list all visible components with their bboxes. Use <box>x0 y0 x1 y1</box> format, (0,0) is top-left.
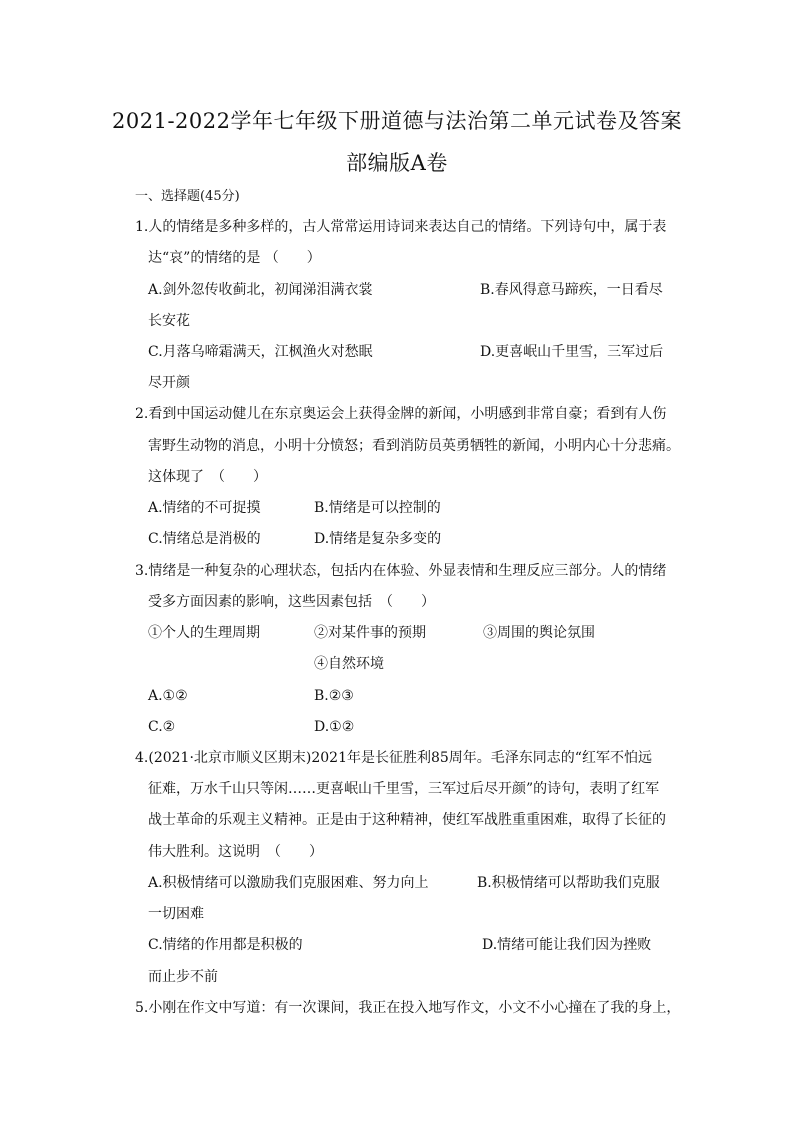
page-title: 2021-2022学年七年级下册道德与法治第二单元试卷及答案 <box>112 109 682 133</box>
option-d: D.情绪可能让我们因为挫败 <box>482 937 652 953</box>
option-c: C.② <box>148 719 176 735</box>
statement-4: ④自然环境 <box>314 656 384 672</box>
option-c: C.月落乌啼霜满天，江枫渔火对愁眠 <box>148 344 373 360</box>
option-b: B.积极情绪可以帮助我们克服 <box>477 875 660 891</box>
option-a: A.剑外忽传收蓟北，初闻涕泪满衣裳 <box>148 282 373 298</box>
option-d-continued: 而止步不前 <box>148 969 218 985</box>
option-b: B.情绪是可以控制的 <box>314 500 441 516</box>
page-subtitle: 部编版A卷 <box>346 151 448 175</box>
question-stem: 受多方面因素的影响，这些因素包括 （ ） <box>148 594 435 610</box>
option-b-continued: 长安花 <box>148 313 190 329</box>
option-a: A.积极情绪可以激励我们克服困难、努力向上 <box>148 875 429 891</box>
question-stem: 1.人的情绪是多种多样的，古人常常运用诗词来表达自己的情绪。下列诗句中，属于表 <box>135 219 667 235</box>
question-stem: 5.小刚在作文中写道：有一次课间，我正在投入地写作文，小文不小心撞在了我的身上， <box>135 1000 681 1016</box>
statement-3: ③周围的舆论氛围 <box>483 625 595 641</box>
option-d: D.①② <box>314 719 355 735</box>
question-stem: 战士革命的乐观主义精神。正是由于这种精神，使红军战胜重重困难，取得了长征的 <box>148 812 666 828</box>
option-a: A.①② <box>148 688 188 704</box>
question-stem: 4.(2021·北京市顺义区期末)2021年是长征胜利85周年。毛泽东同志的“红军不怕远 <box>135 750 652 766</box>
question-stem: 这体现了 （ ） <box>148 469 267 485</box>
question-stem: 2.看到中国运动健儿在东京奥运会上获得金牌的新闻，小明感到非常自豪；看到有人伤 <box>135 406 667 422</box>
option-b: B.春风得意马蹄疾，一日看尽 <box>480 282 663 298</box>
question-stem: 伟大胜利。这说明 （ ） <box>148 844 323 860</box>
question-stem: 3.情绪是一种复杂的心理状态，包括内在体验、外显表情和生理反应三部分。人的情绪 <box>135 563 667 579</box>
option-c: C.情绪总是消极的 <box>148 531 261 547</box>
statement-2: ②对某件事的预期 <box>314 625 426 641</box>
question-stem: 征难，万水千山只等闲……更喜岷山千里雪，三军过后尽开颜”的诗句，表明了红军 <box>148 781 660 797</box>
option-d-continued: 尽开颜 <box>148 375 190 391</box>
option-b-continued: 一切困难 <box>148 906 204 922</box>
option-d: D.情绪是复杂多变的 <box>314 531 442 547</box>
option-a: A.情绪的不可捉摸 <box>148 500 261 516</box>
option-c: C.情绪的作用都是积极的 <box>148 937 303 953</box>
section-heading: 一、选择题(45分) <box>135 189 240 204</box>
option-d: D.更喜岷山千里雪，三军过后 <box>480 344 664 360</box>
question-stem: 达“哀”的情绪的是 （ ） <box>148 250 321 266</box>
option-b: B.②③ <box>314 688 354 704</box>
question-stem: 害野生动物的消息，小明十分愤怒；看到消防员英勇牺牲的新闻，小明内心十分悲痛。 <box>148 438 680 454</box>
statement-1: ①个人的生理周期 <box>148 625 260 641</box>
